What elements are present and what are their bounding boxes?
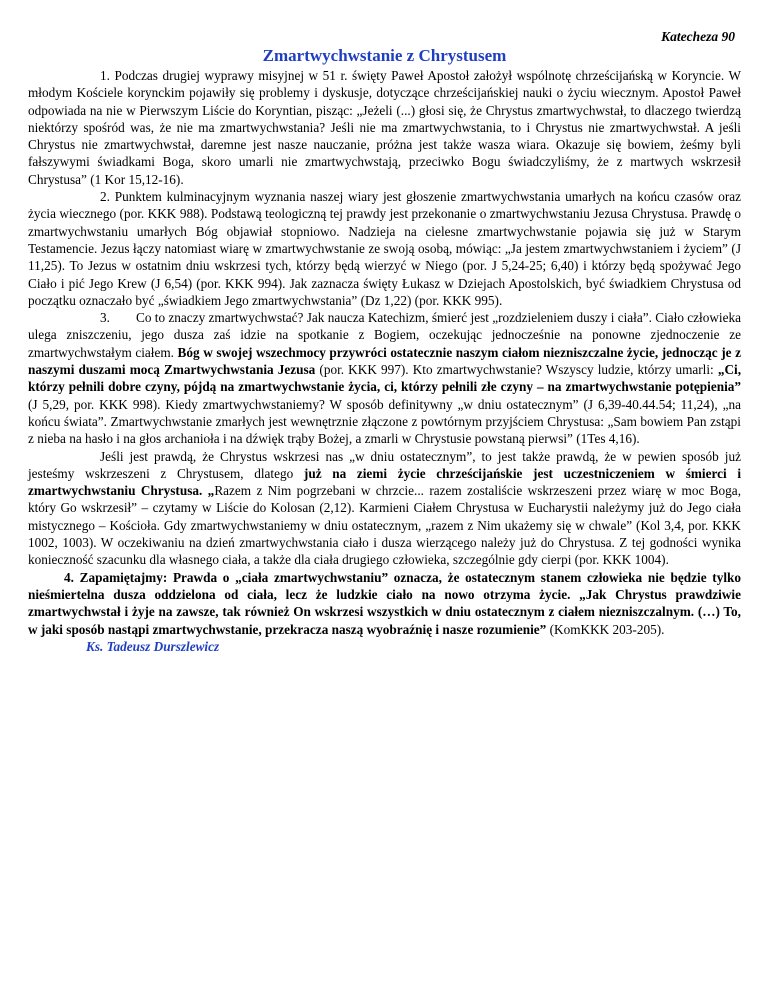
paragraph-1: 1. Podczas drugiej wyprawy misyjnej w 51 r. święty Paweł Apostoł założył wspólnotę chrześcijańską w Koryncie. W młodym Kościele korynckim pojawiły się problemy i dyskusje, dotyczące chrześcijańskiej nauki o życiu wiecznym. Apostoł Paweł odpowiada na nie w Pierwszym Liście do Koryntian, pisząc: „Jeżeli (...) głosi się, że Chrystus zmartwychwstał, to dlaczego twierdzą niektórzy spośród was, że nie ma zmartwychwstania? Jeśli nie ma zmartwychwstania, to i Chrystus nie zmartwychwstał. A jeśli Chrystus nie zmartwychwstał, daremne jest nasze nauczanie, próżna jest także wasza wiara. Okazuje się bowiem, żeśmy byli fałszywymi świadkami Boga, skoro umarli nie zmartwychwstają, przeciwko Bogu świadczyliśmy, że z martwych wskrzesił Chrystusa” (1 Kor 15,12-16). — [28, 68, 741, 187]
paragraph-3-text-2: (por. KKK 997). Kto zmartwychwstanie? Wszyscy ludzie, którzy umarli: — [315, 362, 718, 378]
paragraph-3b-bold-1: już na ziemi życie chrześcijańskie jest uczestniczeniem w śmierci i zmartwychwstaniu Chrystusa. „ — [28, 465, 741, 499]
paragraph-4-bold: 4. Zapamiętajmy: Prawda o „ciała zmartwychwstaniu” oznacza, że ostatecznym stanem człowieka nie będzie tylko nieśmiertelna dusza oddzielona od ciała, lecz że ludzkie ciało na nowo otrzyma życie. „Jak Chrystus prawdziwie zmartwychwstał i żyje na zawsze, tak również On wskrzesi wszystkich w dniu ostatecznym z ciałem niezniszczalnym. (…) To, w jaki sposób nastąpi zmartwychwstanie, przekracza naszą wyobraźnię i nasze rozumienie” — [28, 569, 741, 637]
author-signature: Ks. Tadeusz Durszlewicz — [86, 638, 220, 654]
paragraph-3b-text-2: Razem z Nim pogrzebani w chrzcie... razem zostaliście wskrzeszeni przez wiarę w moc Boga, który Go wskrzesił” – czytamy w Liście do Kolosan (2,12). Karmieni Ciałem Chrystusa w Eucharystii należymy już do Jego ciała mistycznego – Kościoła. Gdy zmartwychwstaniemy w dniu ostatecznym, „razem z Nim ukażemy się w chwale” (Kol 3,4, por. KKK 1002, 1003). W oczekiwaniu na dzień zmartwychwstania ciało i dusza wierzącego należy już do Chrystusa. Z tej godności wynika konieczność szacunku dla własnego ciała, a także dla ciała drugiego człowieka, szczególnie gdy cierpi (por. KKK 1004). — [28, 483, 742, 568]
paragraph-3-text-3: (J 5,29, por. KKK 998). Kiedy zmartwychwstaniemy? W sposób definitywny „w dniu ostatecznym” (J 6,39-40.44.54; 11,24), „na końcu świata”. Zmartwychwstanie zmarłych jest wewnętrznie złączone z powtórnym przyjściem Chrystusa: „Sam bowiem Pan zstąpi z nieba na hasło i na głos archanioła i na dźwięk trąby Bożej, a zmarli w Chrystusie powstaną pierwsi” (1Tes 4,16). — [28, 396, 741, 447]
paragraph-3-number: 3. — [100, 310, 110, 326]
document-page — [28, 28, 741, 655]
paragraph-3-text-1: Co to znaczy zmartwychwstać? Jak naucza Katechizm, śmierć jest „rozdzieleniem duszy i ciała”. Ciało człowieka ulega zniszczeniu, jego dusza zaś idzie na spotkanie z Bogiem, oczekując jednocześnie na ponowne zjednoczenie ze zmartwychwstałym ciałem. — [28, 310, 741, 360]
document-title: Zmartwychwstanie z Chrystusem — [262, 46, 507, 65]
paragraph-4 — [28, 569, 741, 638]
paragraph-3b-text-1: Jeśli jest prawdą, że Chrystus wskrzesi nas „w dniu ostatecznym”, to jest także prawdą, że w pewien sposób już jesteśmy wskrzeszeni z Chrystusem, dlatego — [28, 448, 741, 481]
paragraph-3 — [28, 309, 741, 447]
paragraph-4-reference: (KomKKK 203-205). — [546, 621, 665, 637]
paragraph-3-bold-1: Bóg w swojej wszechmocy przywróci ostatecznie naszym ciałom niezniszczalne życie, jednocząc je z naszymi duszami mocą Zmartwychwstania Jezusa — [28, 344, 741, 378]
paragraph-3-bold-2: „Ci, którzy pełnili dobre czyny, pójdą na zmartwychwstanie życia, ci, którzy pełnili złe czyny – na zmartwychwstanie potępienia” — [28, 362, 742, 395]
paragraph-3b — [28, 448, 741, 569]
paragraph-2: 2. Punktem kulminacyjnym wyznania naszej wiary jest głoszenie zmartwychwstania umarłych na końcu czasów oraz życia wiecznego (por. KKK 988). Podstawą teologiczną tej prawdy jest przekonanie o zmartwychwstaniu Jezusa Chrystusa. Prawdę o zmartwychwstaniu umarłych Bóg objawiał stopniowo. Nadzieja na cielesne zmartwychwstanie pojawia się już w Starym Testamencie. Jezus łączy natomiast wiarę w zmartwychwstanie ze swoją osobą, mówiąc: „Ja jestem zmartwychwstaniem i życiem” (J 11,25). To Jezus w ostatnim dniu wskrzesi tych, którzy będą wierzyć w Niego (por. J 5,24-25; 6,40) i którzy będą spożywać Jego Ciało i pić Jego Krew (J 6,54) (por. KKK 994). Jak zaznacza święty Łukasz w Dziejach Apostolskich, być świadkiem Chrystusa od początku oznaczało być „świadkiem Jego zmartwychwstania” (Dz 1,22) (por. KKK 995). — [28, 189, 741, 308]
catechesis-number: Katecheza 90 — [661, 29, 735, 44]
